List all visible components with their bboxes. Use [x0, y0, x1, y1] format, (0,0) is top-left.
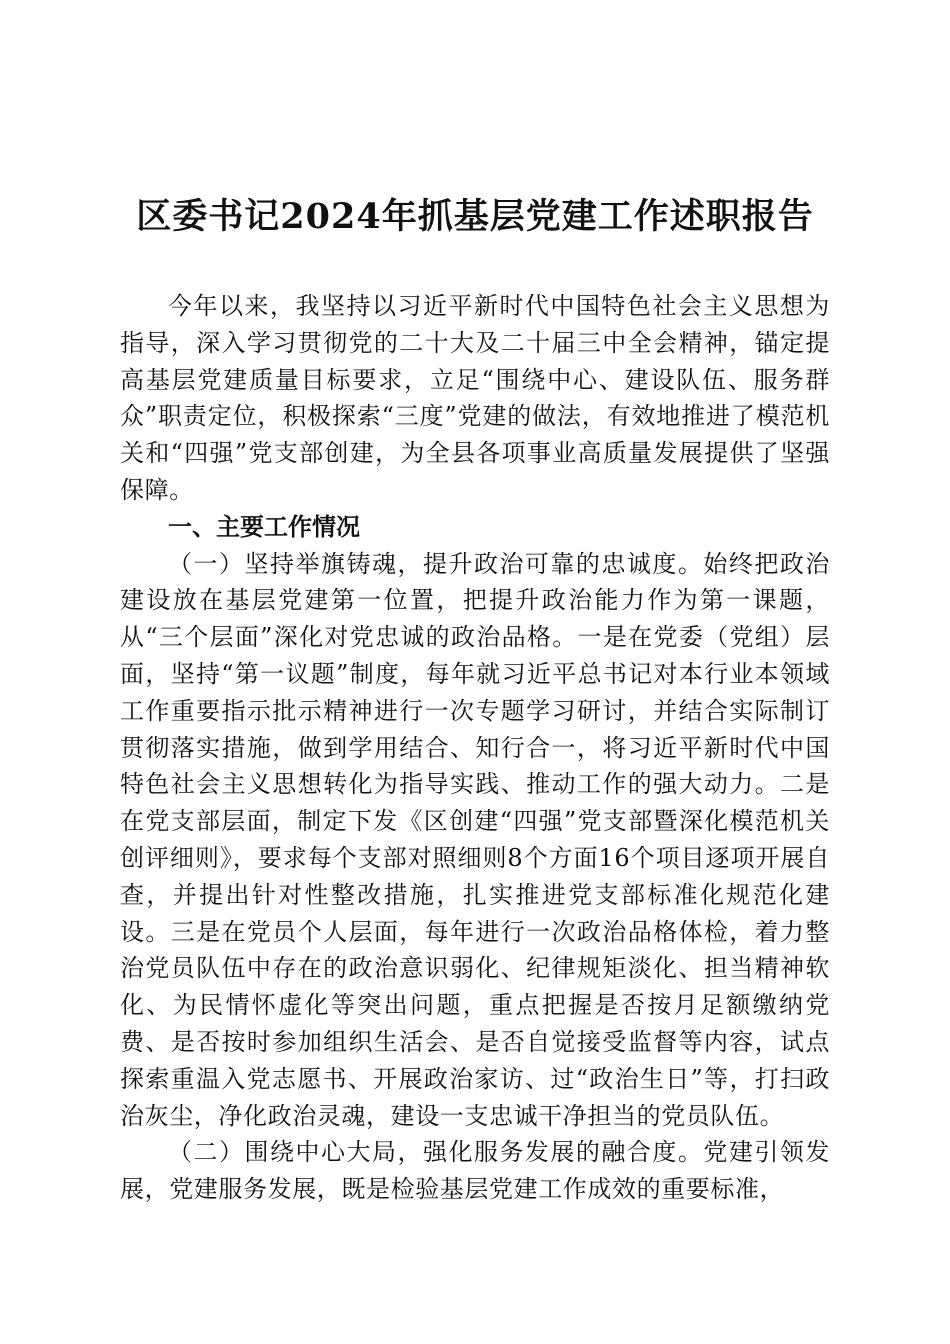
paragraph-item-1: （一）坚持举旗铸魂，提升政治可靠的忠诚度。始终把政治建设放在基层党建第一位置，把提升政治能力作为第一课题，从“三个层面”深化对党忠诚的政治品格。一是在党委（党组）层面，坚持“第一议题”制度，每年就习近平总书记对本行业本领域工作重要指示批示精神进行一次专题学习研讨，并结合实际制订贯彻落实措施，做到学用结合、知行合一，将习近平新时代中国特色社会主义思想转化为指导实践、推动工作的强大动力。二是在党支部层面，制定下发《区创建“四强”党支部暨深化模范机关创评细则》，要求每个支部对照细则8个方面16个项目逐项开展自查，并提出针对性整改措施，扎实推进党支部标准化规范化建设。三是在党员个人层面，每年进行一次政治品格体检，着力整治党员队伍中存在的政治意识弱化、纪律规矩淡化、担当精神软化、为民情怀虚化等突出问题，重点把握是否按月足额缴纳党费、是否按时参加组织生活会、是否自觉接受监督等内容，试点探索重温入党志愿书、开展政治家访、过“政治生日”等，打扫政治灰尘，净化政治灵魂，建设一支忠诚干净担当的党员队伍。: [120, 549, 830, 1130]
intro-paragraph: 今年以来，我坚持以习近平新时代中国特色社会主义思想为指导，深入学习贯彻党的二十大及二十届三中全会精神，锚定提高基层党建质量目标要求，立足“围绕中心、建设队伍、服务群众”职责定位，积极探索“三度”党建的做法，有效地推进了模范机关和“四强”党支部创建，为全县各项事业高质量发展提供了坚强保障。: [120, 292, 830, 504]
section-heading-main-work: 一、主要工作情况: [168, 511, 360, 541]
document-body: [120, 288, 830, 1208]
paragraph-item-2: （二）围绕中心大局，强化服务发展的融合度。党建引领发展，党建服务发展，既是检验基层党建工作成效的重要标准，: [120, 1138, 830, 1204]
document-title: 区委书记2024年抓基层党建工作述职报告: [136, 196, 814, 237]
